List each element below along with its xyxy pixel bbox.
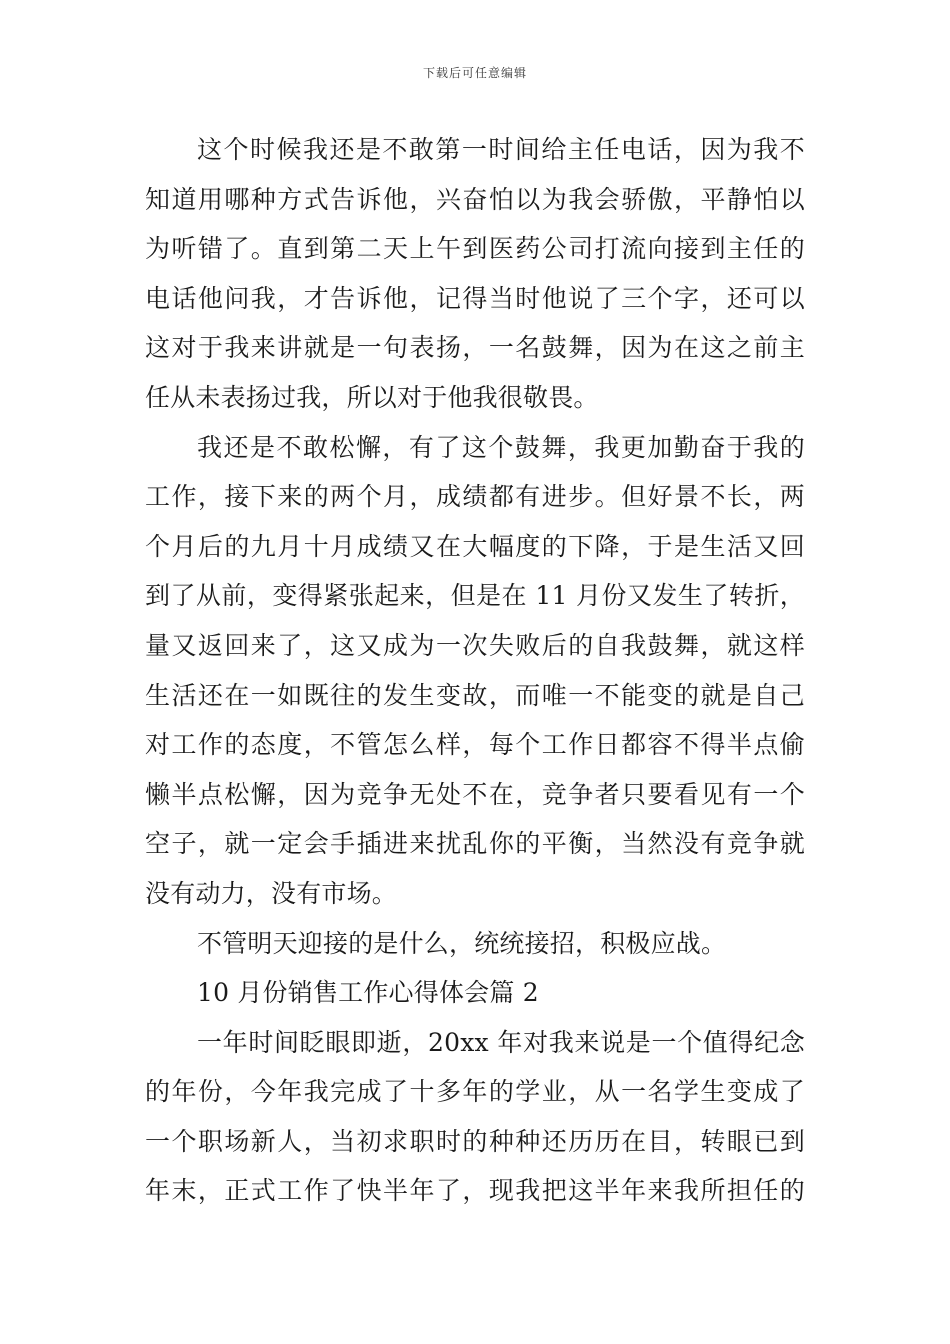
paragraph-line: 年末，正式工作了快半年了，现我把这半年来我所担任的	[145, 1176, 805, 1206]
paragraph-line: 我还是不敢松懈，有了这个鼓舞，我更加勤奋于我的	[197, 432, 805, 462]
paragraph-line: 这对于我来讲就是一句表扬，一名鼓舞，因为在这之前主	[145, 333, 805, 363]
paragraph-line: 个月后的九月十月成绩又在大幅度的下降，于是生活又回	[145, 531, 805, 561]
paragraph-line: 到了从前，变得紧张起来，但是在 11 月份又发生了转折，	[145, 581, 805, 611]
paragraph-line: 工作，接下来的两个月，成绩都有进步。但好景不长，两	[145, 482, 805, 512]
document-body	[145, 125, 805, 1216]
page-header-note: 下载后可任意编辑	[422, 66, 527, 80]
paragraph-line: 生活还在一如既往的发生变故，而唯一不能变的就是自己	[145, 680, 805, 710]
paragraph-line: 这个时候我还是不敢第一时间给主任电话，因为我不	[197, 135, 805, 164]
paragraph-line: 对工作的态度，不管怎么样，每个工作日都容不得半点偷	[145, 730, 805, 760]
paragraph-line: 为听错了。直到第二天上午到医药公司打流向接到主任的	[145, 234, 805, 264]
paragraph-line: 一个职场新人，当初求职时的种种还历历在目，转眼已到	[145, 1126, 805, 1156]
section-heading: 10 月份销售工作心得体会篇 2	[197, 978, 539, 1008]
paragraph-line: 电话他问我，才告诉他，记得当时他说了三个字，还可以	[145, 283, 805, 313]
paragraph-line: 没有动力，没有市场。	[145, 878, 398, 908]
paragraph-line: 知道用哪种方式告诉他，兴奋怕以为我会骄傲，平静怕以	[145, 184, 805, 214]
paragraph-line: 的年份，今年我完成了十多年的学业，从一名学生变成了	[145, 1077, 805, 1107]
paragraph-line: 量又返回来了，这又成为一次失败后的自我鼓舞，就这样	[145, 630, 805, 660]
paragraph-line: 空子，就一定会手插进来扰乱你的平衡，当然没有竞争就	[145, 829, 805, 859]
paragraph-line: 不管明天迎接的是什么，统统接招，积极应战。	[197, 928, 727, 958]
paragraph-line: 懒半点松懈，因为竞争无处不在，竞争者只要看见有一个	[145, 779, 805, 809]
paragraph-line: 一年时间眨眼即逝，20xx 年对我来说是一个值得纪念	[197, 1027, 805, 1057]
paragraph-line: 任从未表扬过我，所以对于他我很敬畏。	[145, 382, 599, 412]
